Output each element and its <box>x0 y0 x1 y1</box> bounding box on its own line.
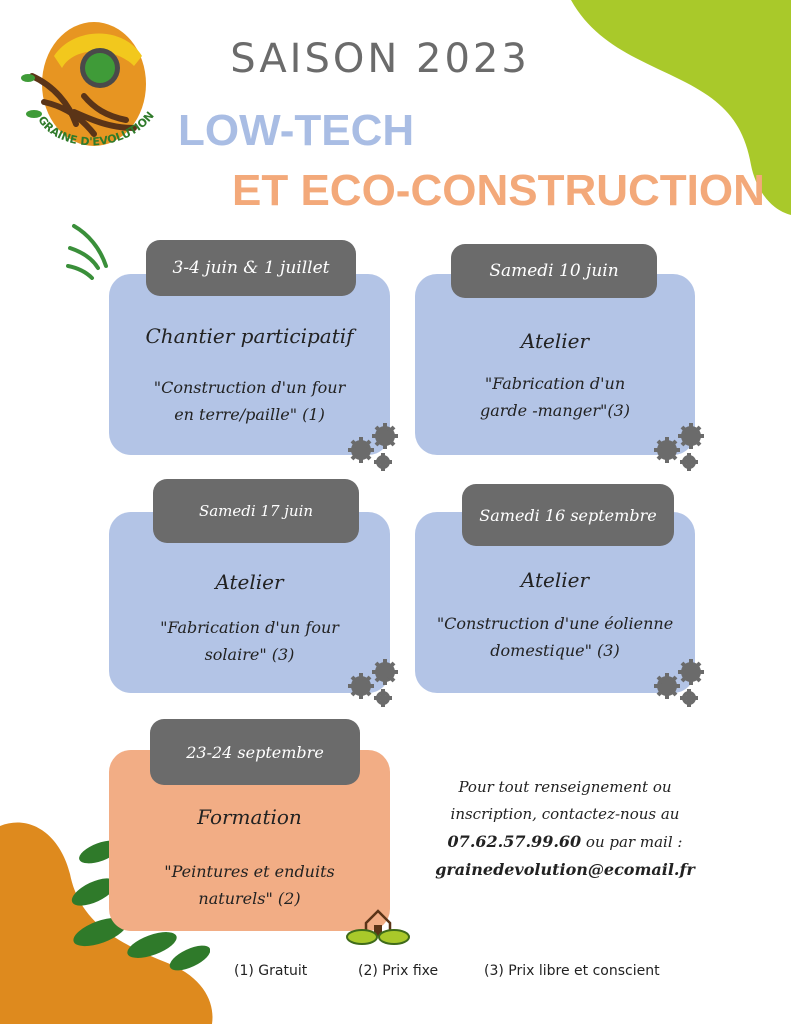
contact-email[interactable]: grainedevolution@ecomail.fr <box>435 860 695 879</box>
contact-info <box>400 774 730 883</box>
event-description-line1: "Construction d'une éolienne <box>436 614 674 633</box>
footnote-prix-libre: (3) Prix libre et conscient <box>484 963 660 979</box>
gears-icon <box>345 656 405 712</box>
season-title: SAISON 2023 <box>230 36 530 82</box>
title-low-tech: LOW-TECH <box>178 106 415 155</box>
gears-icon <box>651 420 711 476</box>
event-type: Formation <box>197 805 302 829</box>
event-type: Atelier <box>215 570 284 594</box>
footnote-prix-fixe: (2) Prix fixe <box>358 963 439 979</box>
contact-phone[interactable]: 07.62.57.99.60 <box>447 832 582 851</box>
event-type: Atelier <box>520 329 590 353</box>
event-description-line1: "Peintures et enduits <box>164 862 335 881</box>
contact-phone-suffix: ou par mail : <box>581 833 683 851</box>
contact-line3 <box>400 828 730 856</box>
event-date-tag: Samedi 10 juin <box>451 244 657 298</box>
event-date-tag: 3-4 juin & 1 juillet <box>146 240 356 296</box>
graine-devolution-logo <box>14 16 164 156</box>
eco-house-icon <box>346 905 410 947</box>
event-description-line2: garde -manger"(3) <box>479 401 631 420</box>
event-description-line2: en terre/paille" (1) <box>174 405 325 424</box>
event-date-tag: Samedi 16 septembre <box>462 484 674 546</box>
logo-text: GRAINE D'EVOLUTION <box>35 109 157 149</box>
event-description-line2: domestique" (3) <box>490 641 620 660</box>
event-type: Atelier <box>520 568 590 592</box>
event-description-line1: "Fabrication d'un <box>484 374 626 393</box>
title-eco-construction: ET ECO-CONSTRUCTION <box>232 166 765 215</box>
gears-icon <box>345 420 405 476</box>
event-type: Chantier participatif <box>145 324 354 348</box>
event-description-line1: "Fabrication d'un four <box>160 618 339 637</box>
event-description-line1: "Construction d'un four <box>153 378 346 397</box>
event-description-line2: solaire" (3) <box>204 645 295 664</box>
footnote-gratuit: (1) Gratuit <box>234 963 308 979</box>
event-description-line2: naturels" (2) <box>198 889 301 908</box>
svg-text:GRAINE D'EVOLUTION <box>35 109 156 148</box>
contact-line1: Pour tout renseignement ou <box>458 778 672 796</box>
contact-line2: inscription, contactez-nous au <box>450 805 680 823</box>
event-date-tag: Samedi 17 juin <box>153 479 359 543</box>
gears-icon <box>651 656 711 712</box>
event-date-tag: 23-24 septembre <box>150 719 360 785</box>
sparkle-icon <box>66 220 116 280</box>
